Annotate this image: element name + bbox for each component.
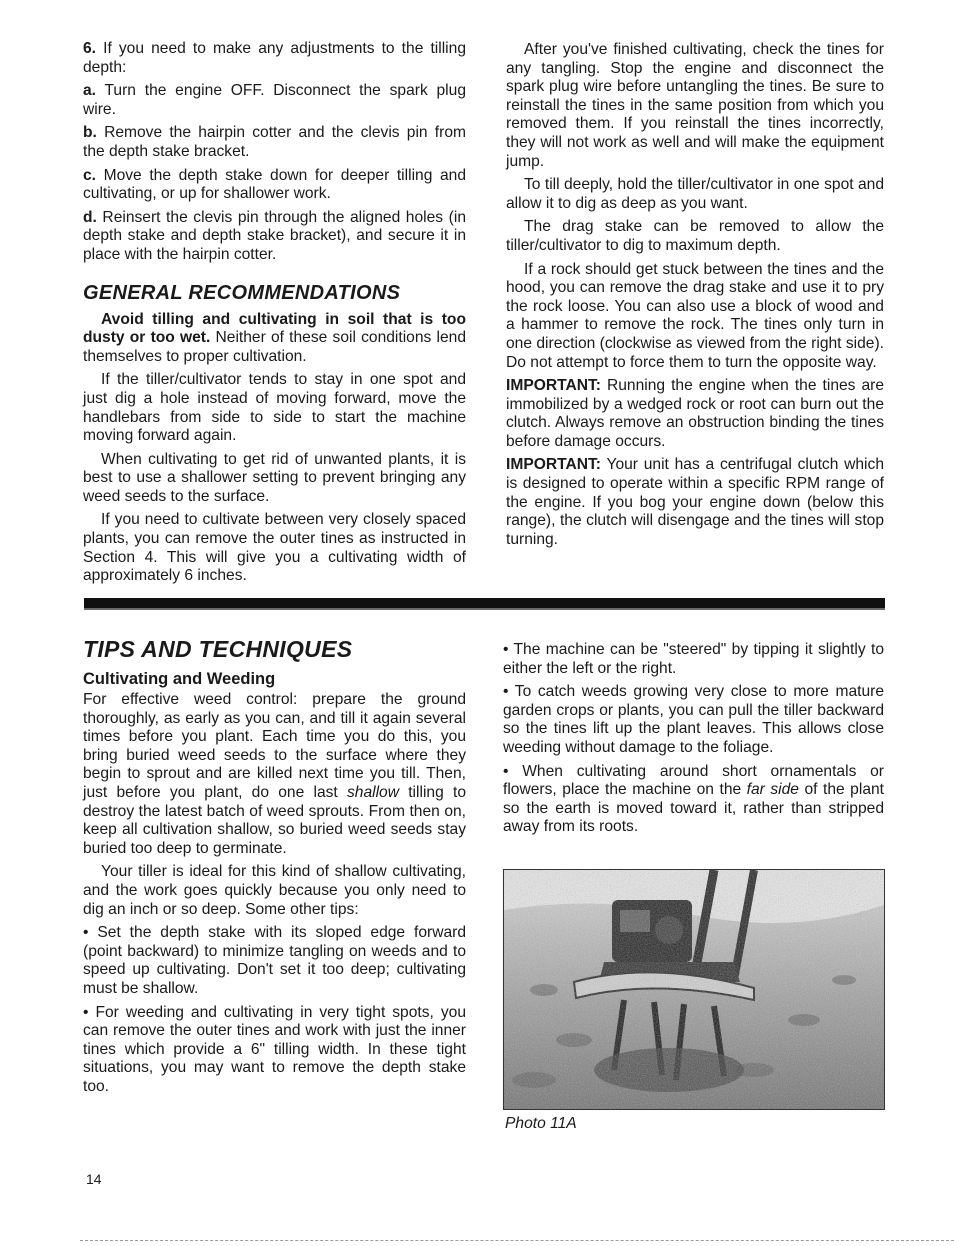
photo-caption: Photo 11A [505, 1115, 577, 1132]
tip-bullet: • For weeding and cultivating in very tight spots, you can remove the outer tines and work with just the inner tines which provide a 6" tilling width. In these tight situations, you may want to remove the depth stake too. [83, 1003, 466, 1095]
step-a: a. Turn the engine OFF. Disconnect the spark plug wire. [83, 82, 466, 118]
body-paragraph: If a rock should get stuck between the tines and the hood, you can remove the drag stake and use it to pry the rock loose. You can also use a block of wood and a hammer to remove the rock. The tines only turn in one direction (clockwise as viewed from the right side). Do not attempt to force them to turn the opposite way. [506, 260, 884, 371]
bottom-scan-line [80, 1240, 954, 1241]
body-paragraph: When cultivating to get rid of unwanted plants, it is best to use a shallower setting to prevent bringing any weed seeds to the surface. [83, 450, 466, 505]
recommendation-paragraph: Avoid tilling and cultivating in soil that is too dusty or too wet. Neither of these soil conditions lend themselves to proper cultivation. [83, 310, 466, 365]
tiller-photo [503, 869, 885, 1110]
cultivating-and-weeding-subheading: Cultivating and Weeding [83, 670, 276, 688]
weed-control-paragraph: For effective weed control: prepare the ground thoroughly, as early as you can, and till it again several times before you plant. Each time you do this, you bring buried weed seeds to the surface where they begin to sprout and are killed next time you till. Then, just before you plant, do one last shallow tilling to destroy the latest batch of weed sprouts. From then on, keep all cultivation shallow, so buried weed seeds stay buried too deep to germinate. [83, 691, 466, 857]
body-paragraph: The drag stake can be removed to allow the tiller/cultivator to dig to maximum depth. [506, 218, 884, 254]
body-paragraph: After you've finished cultivating, check the tines for any tangling. Stop the engine and disconnect the spark plug wire before untangling the tines. Be sure to reinstall the tines in the same position from which you removed them. If you reinstall the tines incorrectly, they will not work as well and will make the equipment jump. [506, 41, 884, 170]
step-6: 6. If you need to make any adjustments to the tilling depth: [83, 40, 466, 76]
step-d: d. Reinsert the clevis pin through the aligned holes (in depth stake and depth stake bracket), and secure it in place with the hairpin cotter. [83, 208, 466, 263]
tip-bullet: • The machine can be "steered" by tipping it slightly to either the left or the right. [503, 641, 884, 677]
page-number: 14 [86, 1171, 102, 1187]
important-note-rock: IMPORTANT: Running the engine when the tines are immobilized by a wedged rock or root can burn out the clutch. Always remove an obstruction binding the tines before damage occurs. [506, 377, 884, 450]
general-recommendations-heading: GENERAL RECOMMENDATIONS [83, 281, 401, 304]
top-right-column [506, 41, 884, 554]
body-paragraph: Your tiller is ideal for this kind of shallow cultivating, and the work goes quickly because you only need to dig an inch or so deep. Some other tips: [83, 863, 466, 918]
tip-bullet: • When cultivating around short ornamentals or flowers, place the machine on the far side of the plant so the earth is moved toward it, rather than stripped away from its roots. [503, 762, 884, 836]
step-c: c. Move the depth stake down for deeper tilling and cultivating, or up for shallower work. [83, 166, 466, 203]
tiller-photo-image [504, 870, 884, 1109]
bottom-left-column [83, 636, 466, 1101]
important-note-clutch: IMPORTANT: Your unit has a centrifugal clutch which is designed to operate within a specific RPM range of the engine. If you bog your engine down (below this range), the clutch will disengage and the tines will stop turning. [506, 456, 884, 548]
tip-bullet: • Set the depth stake with its sloped edge forward (point backward) to minimize tangling on weeds and to speed up cultivating. Don't set it too deep; cultivating must be shallow. [83, 924, 466, 997]
step-b: b. Remove the hairpin cotter and the clevis pin from the depth stake bracket. [83, 124, 466, 160]
tip-bullet: • To catch weeds growing very close to more mature garden crops or plants, you can pull the tiller backward so the tines lift up the plant leaves. This allows close weeding without damage to the foliage. [503, 683, 884, 756]
section-divider [84, 598, 885, 610]
body-paragraph: To till deeply, hold the tiller/cultivator in one spot and allow it to dig as deep as you want. [506, 176, 884, 212]
top-left-column [83, 40, 466, 591]
body-paragraph: If the tiller/cultivator tends to stay in one spot and just dig a hole instead of moving forward, move the handlebars from side to side to start the machine moving forward again. [83, 371, 466, 445]
body-paragraph: If you need to cultivate between very closely spaced plants, you can remove the outer tines as instructed in Section 4. This will give you a cultivating width of approximately 6 inches. [83, 511, 466, 585]
tips-and-techniques-heading: TIPS AND TECHNIQUES [83, 636, 353, 662]
bottom-right-column [503, 641, 884, 842]
